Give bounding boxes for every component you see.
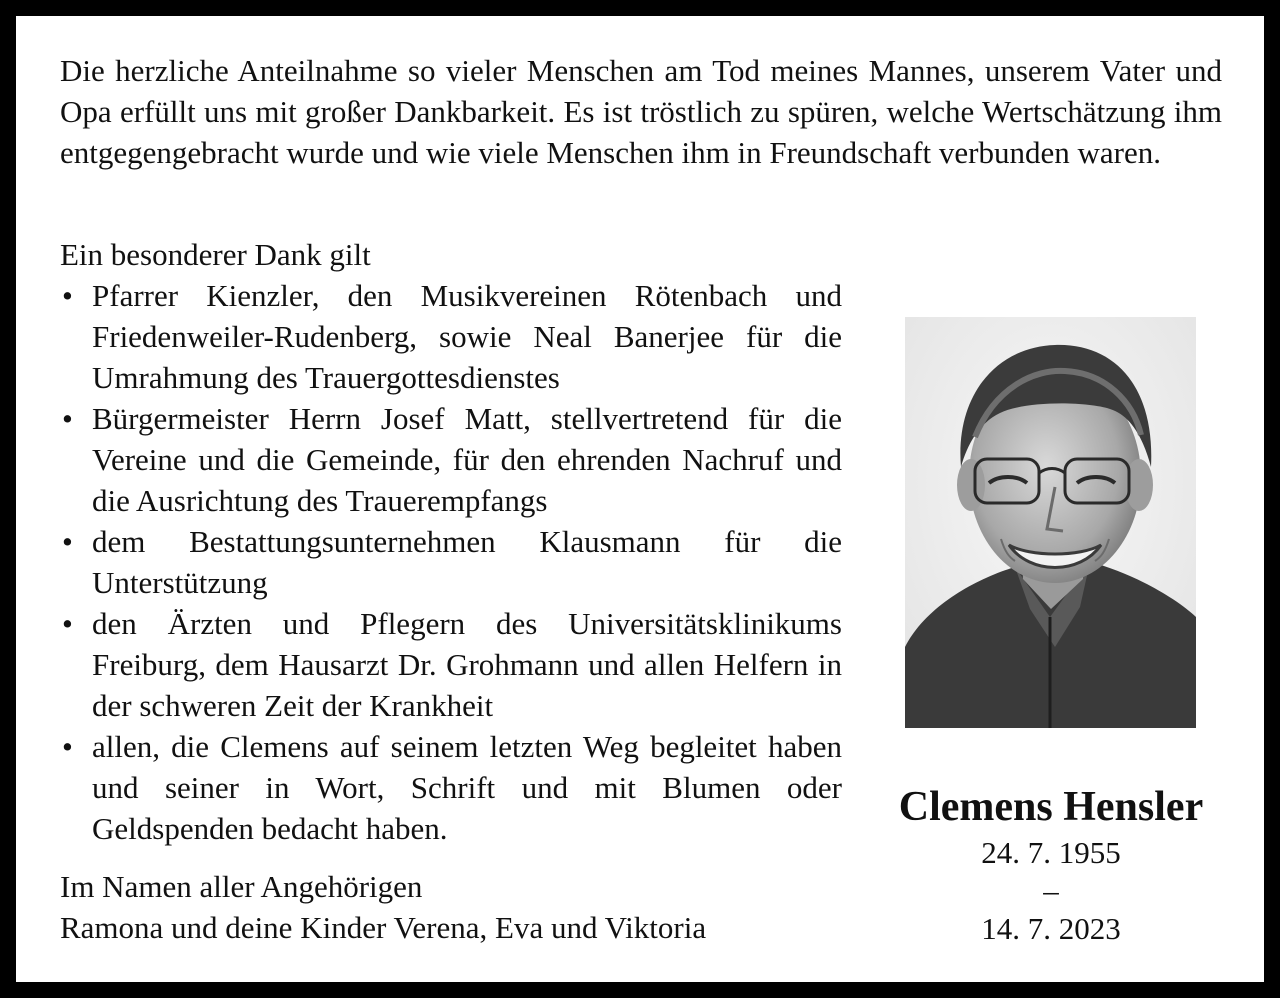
list-item-text: den Ärzten und Pflegern des Universitätsklinikums Freiburg, dem Hausarzt Dr. Grohmann und allen Helfern in der schweren Zeit der Krankheit	[92, 606, 842, 723]
date-separator: –	[1043, 873, 1059, 908]
bullet-icon: •	[62, 401, 73, 436]
list-item-text: Bürgermeister Herrn Josef Matt, stellvertretend für die Vereine und die Gemeinde, für den ehrenden Nachruf und die Ausrichtung des Trauerempfangs	[92, 401, 842, 518]
intro-text: Die herzliche Anteilnahme so vieler Menschen am Tod meines Mannes, unserem Vater und Opa erfüllt uns mit großer Dankbarkeit. Es ist tröstlich zu spüren, welche Wertschätzung ihm entgegengebracht wurde und wie viele Menschen ihm in Freundschaft verbunden waren.	[60, 53, 1222, 170]
list-item	[60, 603, 842, 726]
list-item	[60, 521, 842, 603]
portrait-icon	[905, 317, 1196, 728]
list-item-text: Pfarrer Kienzler, den Musikvereinen Rötenbach und Friedenweiler-Rudenberg, sowie Neal Banerjee für die Umrahmung des Trauergottesdienstes	[92, 278, 842, 395]
death-date: 14. 7. 2023	[981, 911, 1121, 946]
bullet-icon: •	[62, 524, 73, 559]
bullet-icon: •	[62, 729, 73, 764]
birth-date: 24. 7. 1955	[981, 835, 1121, 870]
deceased-name: Clemens Hensler	[898, 784, 1204, 830]
list-item	[60, 398, 842, 521]
thanks-heading: Ein besonderer Dank gilt	[60, 237, 371, 272]
signoff	[60, 866, 706, 948]
life-dates	[850, 834, 1252, 948]
obituary-card	[16, 16, 1264, 982]
signoff-line-1: Im Namen aller Angehörigen	[60, 869, 423, 904]
list-item	[60, 726, 842, 849]
list-item	[60, 275, 842, 398]
list-item-text: dem Bestattungsunternehmen Klausmann für die Unterstützung	[92, 524, 842, 600]
signoff-line-2: Ramona und deine Kinder Verena, Eva und Viktoria	[60, 910, 707, 945]
bullet-icon: •	[62, 278, 73, 313]
list-item-text: allen, die Clemens auf seinem letzten Weg begleitet haben und seiner in Wort, Schrift und mit Blumen oder Geldspenden bedacht haben.	[92, 729, 842, 846]
bullet-icon: •	[62, 606, 73, 641]
portrait-photo	[905, 317, 1196, 728]
thanks-list	[60, 275, 842, 849]
